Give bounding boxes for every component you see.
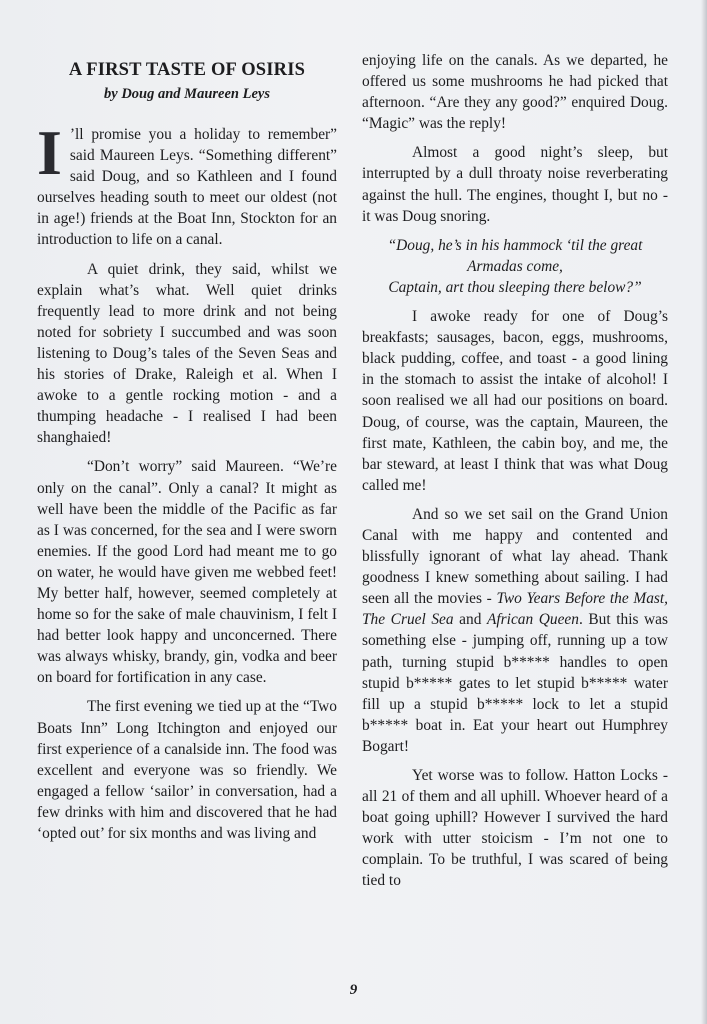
film-titles: Two Years Before the Mast, The Cruel Sea [362,590,668,629]
article-title: A FIRST TASTE OF OSIRIS [68,60,306,80]
verse-line: “Doug, he’s in his hammock ‘til the great [387,236,643,254]
paragraph-text: . But this was something else - jumping off, running up a tow path, turning stupid b***** handles to open stupid b***** gates to let stupid b***** water fill up a stupid b***** lock to let a stupid b***** boat in. Eat your heart out Humphrey Bogart! [362,611,668,755]
article-byline: by Doug and Maureen Leys [104,86,270,102]
paragraph-intro-text: ’ll promise you a holiday to remember” said Maureen Leys. “Something different” said Doug, and so Kathleen and I found ourselves heading south to meet our oldest (not in age!) friends at the Boat Inn, Stockton for an introduction to life on a canal. [37,126,337,249]
film-title: African Queen [487,611,579,629]
paragraph: The first evening we tied up at the “Two Boats Inn” Long Itchington and enjoyed our first experience of a canalside inn. The food was excellent and everyone was so friendly. We engaged a fellow ‘sailor’ in conversation, had a few drinks with him and discovered that he had ‘opted out’ for six months and was living and [37,698,337,842]
paragraph-intro [37,117,337,251]
right-column [362,50,668,892]
left-column [37,50,337,844]
verse-quote [362,235,668,298]
paragraph-text: And so we set sail on the Grand Union Canal with me happy and contented and blissfully ignorant of what lay ahead. Thank goodness I knew something about sailing. I had seen all the movies - [362,505,668,608]
verse-line: Armadas come, [467,257,563,275]
paragraph: “Don’t worry” said Maureen. “We’re only on the canal”. Only a canal? It might as well have been the middle of the Pacific as far as I was concerned, for the sea and I were sworn enemies. If the good Lord had meant me to go on water, he would have given me webbed feet! My better half, however, seemed completely at home so for the sake of male chauvinism, I felt I had better look happy and unconcerned. There was always whisky, brandy, gin, vodka and beer on board for fortification in any case. [37,458,337,687]
paragraph-text: and [453,611,487,629]
paragraph-continued: enjoying life on the canals. As we departed, he offered us some mushrooms he had picked that afternoon. “Are they any good?” enquired Doug. “Magic” was the reply! [362,52,668,133]
paragraph: Almost a good night’s sleep, but interrupted by a dull throaty noise reverberating against the hull. The engines, thought I, but no - it was Doug snoring. [362,144,668,225]
paragraph: A quiet drink, they said, whilst we explain what’s what. Well quiet drinks frequently lead to more drink and not being noted for sobriety I succumbed and was soon listening to Doug’s tales of the Seven Seas and his stories of Drake, Raleigh et al. When I awoke to a gentle rocking motion - and a thumping headache - I realised I had been shanghaied! [37,260,337,447]
paragraph: I awoke ready for one of Doug’s breakfasts; sausages, bacon, eggs, mushrooms, black pudding, coffee, and toast - a good lining in the stomach to assist the intake of alcohol! I soon realised we all had our positions on board. Doug, of course, was the captain, Maureen, the first mate, Kathleen, the cabin boy, and me, the bar steward, at least I think that was what Doug called me! [362,308,668,494]
verse-line: Captain, art thou sleeping there below?” [388,278,642,296]
paragraph: Yet worse was to follow. Hatton Locks - all 21 of them and all uphill. Whoever heard of a boat going uphill? However I survived the hard work with utter stoicism - I’m not one to complain. To be truthful, I was scared of being tied to [362,767,668,890]
page-number: 9 [349,982,358,998]
drop-cap: I [37,117,62,188]
paragraph-films [362,504,668,757]
